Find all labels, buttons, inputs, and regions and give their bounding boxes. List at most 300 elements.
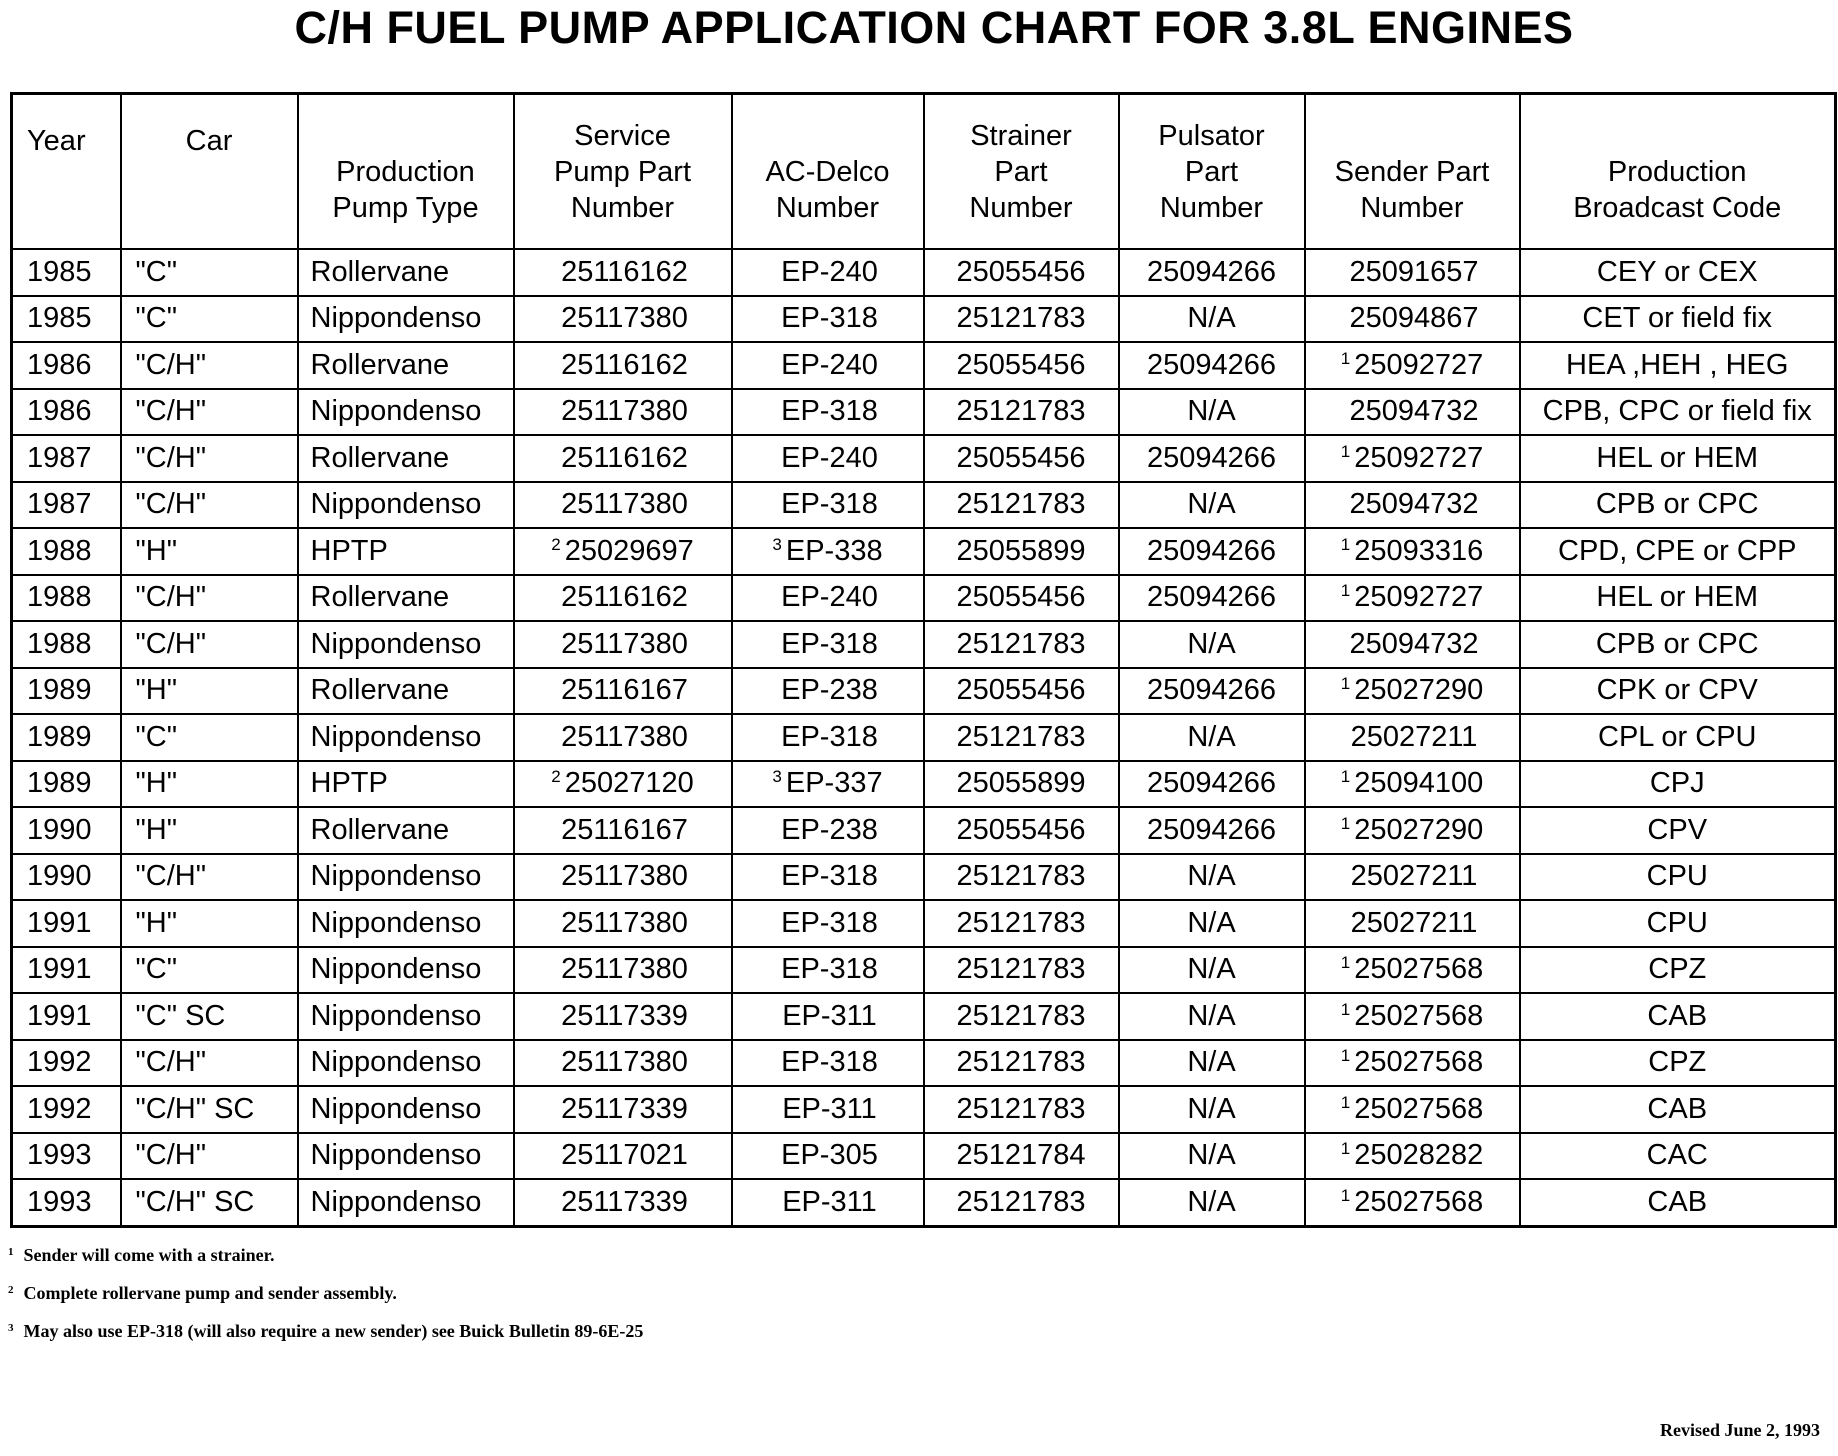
cell-strainer-part-number-value: 25121783 [956,1092,1086,1125]
cell-year [12,249,121,296]
cell-sender-part-number-value: 25027211 [1350,906,1478,939]
cell-service-pump-part-number-value: 25117339 [561,999,688,1032]
cell-sender-part-number-value: 25093316 [1354,534,1484,567]
cell-pulsator-part-number [1119,807,1305,854]
cell-car [121,1086,298,1133]
cell-year [12,575,121,622]
cell-service-pump-part-number [514,947,732,994]
cell-year-value: 1993 [27,1139,92,1172]
cell-strainer-part-number [924,342,1119,389]
cell-car-value: "C/H" SC [135,1092,255,1125]
cell-production-pump-type-value: HPTP [310,534,388,567]
cell-production-broadcast-code-value: CAB [1647,999,1708,1032]
cell-production-broadcast-code-value: CAB [1647,1092,1708,1125]
cell-year-value: 1989 [27,767,92,800]
cell-production-broadcast-code-value: CPB or CPC [1595,627,1759,660]
cell-ac-delco-number-value: EP-238 [781,813,878,846]
cell-service-pump-part-number-value: 25117380 [561,860,688,893]
cell-sender-part-number-value: 25027290 [1354,813,1484,846]
cell-strainer-part-number-value: 25121783 [956,627,1086,660]
cell-ac-delco-number [732,435,924,482]
header-year-label: Year [27,125,86,157]
cell-ac-delco-number-value: EP-337 [785,767,883,800]
cell-sender-part-number-value: 25094732 [1349,627,1479,660]
cell-production-pump-type [298,342,514,389]
header-year [12,94,121,250]
header-ac-delco-number [732,94,924,250]
cell-production-broadcast-code [1520,761,1836,808]
cell-sender-part-number-value: 25092727 [1354,348,1484,381]
footnote-text: May also use EP-318 (will also require a new sender) see Buick Bulletin 89-6E-25 [23,1321,644,1341]
cell-service-pump-part-number-value: 25117021 [561,1139,688,1172]
cell-pulsator-part-number-value: 25094266 [1146,581,1277,614]
cell-sender-part-number-value: 25027568 [1354,953,1484,986]
header-acdelco-line: Number [775,191,880,224]
cell-car [121,342,298,389]
cell-sender-part-number-value: 25027568 [1354,1092,1484,1125]
cell-service-pump-part-number [514,1086,732,1133]
cell-production-broadcast-code [1520,528,1836,575]
cell-pulsator-part-number [1119,482,1305,529]
cell-strainer-part-number [924,714,1119,761]
cell-service-pump-part-number [514,1040,732,1087]
header-service-line: Number [570,191,675,224]
cell-year-value: 1992 [27,1046,92,1079]
cell-sender-part-number-value: 25027211 [1350,720,1478,753]
header-car [121,94,298,250]
header-strainer-line: Strainer [970,119,1072,152]
cell-pulsator-part-number [1119,249,1305,296]
cell-sender-part-number [1305,761,1520,808]
cell-service-pump-part-number-value: 25117339 [561,1092,688,1125]
cell-production-pump-type-value: Nippondenso [310,302,482,335]
header-row [12,94,1836,250]
cell-ac-delco-number-value: EP-318 [781,906,878,939]
cell-ac-delco-number-value: EP-318 [781,860,878,893]
cell-car [121,1133,298,1180]
cell-year [12,993,121,1040]
cell-ac-delco-number [732,249,924,296]
table-row [12,807,1836,854]
cell-pulsator-part-number-value: N/A [1187,395,1236,428]
cell-strainer-part-number [924,668,1119,715]
cell-pulsator-part-number [1119,947,1305,994]
cell-year [12,389,121,436]
cell-strainer-part-number-value: 25055899 [956,534,1086,567]
cell-car [121,668,298,715]
cell-ac-delco-number-value: EP-240 [781,348,878,381]
cell-production-broadcast-code-value: CPZ [1648,1046,1707,1079]
cell-sender-part-number [1305,947,1520,994]
cell-ac-delco-number [732,528,924,575]
cell-production-pump-type [298,621,514,668]
cell-production-pump-type [298,1179,514,1226]
cell-production-broadcast-code [1520,1086,1836,1133]
table-row [12,342,1836,389]
cell-production-pump-type-value: Rollervane [310,441,450,474]
cell-year [12,528,121,575]
cell-pulsator-part-number-value: 25094266 [1146,441,1277,474]
cell-strainer-part-number-value: 25121783 [956,302,1086,335]
cell-sender-part-number-value: 25094867 [1349,302,1479,335]
cell-service-pump-part-number [514,1133,732,1180]
cell-pulsator-part-number-value: N/A [1187,906,1236,939]
cell-ac-delco-number-value: EP-305 [781,1139,878,1172]
table-row [12,900,1836,947]
cell-strainer-part-number-value: 25055899 [956,767,1086,800]
cell-strainer-part-number-value: 25121783 [956,906,1086,939]
table-row [12,761,1836,808]
table-row [12,668,1836,715]
cell-service-pump-part-number [514,249,732,296]
cell-ac-delco-number [732,854,924,901]
cell-pulsator-part-number-value: 25094266 [1146,534,1277,567]
table-row [12,296,1836,343]
cell-pulsator-part-number-value: N/A [1187,302,1236,335]
footnote [8,1278,643,1316]
cell-production-broadcast-code-value: CAB [1647,1185,1708,1218]
table-row [12,249,1836,296]
cell-production-broadcast-code [1520,389,1836,436]
table-row [12,575,1836,622]
cell-production-pump-type-value: Rollervane [310,348,450,381]
cell-ac-delco-number [732,900,924,947]
cell-sender-part-number [1305,435,1520,482]
cell-strainer-part-number [924,435,1119,482]
cell-sender-part-number [1305,1179,1520,1226]
cell-pulsator-part-number [1119,528,1305,575]
table-row [12,1040,1836,1087]
cell-production-broadcast-code-value: CPL or CPU [1598,720,1757,753]
cell-ac-delco-number [732,1179,924,1226]
footnote-mark: 3 [8,1322,14,1334]
cell-production-pump-type-value: HPTP [310,767,388,800]
cell-production-pump-type-value: Nippondenso [310,1139,482,1172]
cell-ac-delco-number [732,621,924,668]
cell-year [12,621,121,668]
cell-car-value: "C/H" [135,395,207,428]
cell-ac-delco-number-value: EP-318 [781,627,878,660]
cell-car [121,993,298,1040]
cell-production-pump-type-value: Nippondenso [310,953,482,986]
header-code-line: Production [1607,155,1747,188]
cell-service-pump-part-number-value: 25117380 [561,1046,688,1079]
cell-production-broadcast-code-value: HEL or HEM [1596,581,1759,614]
cell-production-broadcast-code [1520,668,1836,715]
cell-year [12,1133,121,1180]
cell-car-value: "C/H" SC [135,1185,255,1218]
cell-year-value: 1985 [27,302,92,335]
cell-strainer-part-number [924,1040,1119,1087]
cell-car [121,714,298,761]
cell-strainer-part-number-value: 25121783 [956,1185,1086,1218]
cell-ac-delco-number [732,714,924,761]
footnote-reference: 1 [1340,348,1351,368]
cell-pulsator-part-number-value: N/A [1187,720,1236,753]
cell-strainer-part-number-value: 25121783 [956,1046,1086,1079]
cell-car [121,435,298,482]
cell-year [12,296,121,343]
cell-pulsator-part-number [1119,1040,1305,1087]
footnote-reference: 1 [1340,999,1351,1019]
cell-ac-delco-number-value: EP-318 [781,488,878,521]
cell-pulsator-part-number [1119,761,1305,808]
cell-service-pump-part-number [514,342,732,389]
cell-car-value: "C/H" [135,348,207,381]
cell-sender-part-number [1305,621,1520,668]
cell-production-pump-type [298,296,514,343]
cell-strainer-part-number-value: 25121784 [956,1139,1086,1172]
cell-production-broadcast-code-value: CEY or CEX [1596,255,1758,288]
header-production-pump-type [298,94,514,250]
cell-strainer-part-number [924,1086,1119,1133]
page-title: C/H FUEL PUMP APPLICATION CHART FOR 3.8L ENGINES [294,2,1574,53]
cell-strainer-part-number-value: 25121783 [956,488,1086,521]
table-row [12,435,1836,482]
cell-ac-delco-number [732,575,924,622]
cell-pulsator-part-number-value: 25094266 [1146,348,1277,381]
cell-ac-delco-number [732,807,924,854]
table-row [12,528,1836,575]
table-row [12,854,1836,901]
cell-pulsator-part-number-value: N/A [1187,953,1236,986]
cell-production-pump-type [298,807,514,854]
cell-service-pump-part-number-value: 25117380 [561,953,688,986]
cell-strainer-part-number [924,296,1119,343]
cell-service-pump-part-number [514,854,732,901]
cell-car-value: "H" [135,674,178,707]
footnote-reference: 1 [1340,441,1351,461]
cell-strainer-part-number [924,947,1119,994]
cell-strainer-part-number-value: 25121783 [956,953,1086,986]
cell-production-broadcast-code [1520,1179,1836,1226]
table-row [12,621,1836,668]
cell-strainer-part-number-value: 25055456 [956,255,1086,288]
cell-strainer-part-number [924,807,1119,854]
cell-production-pump-type [298,1086,514,1133]
cell-production-broadcast-code [1520,714,1836,761]
footnote-reference: 3 [772,767,782,787]
footnote-mark: 1 [8,1246,14,1258]
cell-production-pump-type-value: Nippondenso [310,906,482,939]
cell-production-pump-type-value: Nippondenso [310,627,482,660]
cell-sender-part-number-value: 25091657 [1349,255,1479,288]
cell-pulsator-part-number-value: N/A [1187,488,1236,521]
cell-production-broadcast-code [1520,435,1836,482]
cell-sender-part-number [1305,482,1520,529]
cell-production-pump-type [298,528,514,575]
cell-pulsator-part-number [1119,1086,1305,1133]
cell-service-pump-part-number [514,389,732,436]
cell-strainer-part-number [924,854,1119,901]
cell-year-value: 1987 [27,488,92,521]
cell-sender-part-number [1305,807,1520,854]
cell-ac-delco-number-value: EP-311 [782,999,877,1032]
cell-year-value: 1990 [27,813,92,846]
footnote-reference: 1 [1340,1185,1351,1205]
cell-production-broadcast-code [1520,1040,1836,1087]
cell-production-pump-type-value: Nippondenso [310,720,482,753]
cell-production-broadcast-code [1520,947,1836,994]
cell-car-value: "C/H" [135,581,207,614]
footnote [8,1240,643,1278]
cell-year [12,1179,121,1226]
cell-service-pump-part-number [514,668,732,715]
footnote [8,1316,643,1354]
cell-production-pump-type [298,389,514,436]
footnote-text: Sender will come with a strainer. [23,1245,275,1265]
cell-service-pump-part-number-value: 25029697 [564,534,694,567]
cell-pulsator-part-number [1119,1133,1305,1180]
cell-service-pump-part-number [514,435,732,482]
cell-car-value: "C" [135,255,178,288]
footnote-reference: 1 [1340,1139,1351,1159]
table-row [12,1179,1836,1226]
cell-strainer-part-number [924,482,1119,529]
cell-ac-delco-number [732,1133,924,1180]
cell-year-value: 1988 [27,534,92,567]
cell-ac-delco-number-value: EP-318 [781,953,878,986]
cell-service-pump-part-number-value: 25117380 [561,302,688,335]
cell-strainer-part-number [924,528,1119,575]
cell-production-pump-type [298,900,514,947]
cell-car-value: "C" [135,953,178,986]
table-row [12,482,1836,529]
cell-ac-delco-number [732,482,924,529]
cell-production-broadcast-code [1520,342,1836,389]
cell-year-value: 1991 [27,906,92,939]
cell-year-value: 1990 [27,860,92,893]
cell-year [12,900,121,947]
header-pulsator-line: Pulsator [1158,119,1265,152]
cell-car [121,807,298,854]
cell-strainer-part-number-value: 25055456 [956,813,1086,846]
cell-ac-delco-number-value: EP-240 [781,255,878,288]
footnote-reference: 1 [1340,674,1351,694]
cell-strainer-part-number-value: 25055456 [956,348,1086,381]
header-code-line: Broadcast Code [1573,191,1782,224]
cell-car [121,1040,298,1087]
cell-car [121,389,298,436]
cell-sender-part-number [1305,342,1520,389]
cell-ac-delco-number [732,389,924,436]
cell-year [12,714,121,761]
cell-year [12,1040,121,1087]
cell-production-pump-type [298,435,514,482]
header-service-line: Service [574,119,671,152]
cell-ac-delco-number-value: EP-318 [781,1046,878,1079]
cell-sender-part-number [1305,1086,1520,1133]
cell-service-pump-part-number [514,1179,732,1226]
cell-sender-part-number [1305,389,1520,436]
cell-production-pump-type-value: Rollervane [310,581,450,614]
cell-car-value: "C/H" [135,1139,207,1172]
header-pulsator-part-number [1119,94,1305,250]
cell-sender-part-number-value: 25092727 [1354,441,1484,474]
cell-sender-part-number [1305,249,1520,296]
cell-production-broadcast-code [1520,621,1836,668]
cell-car-value: "C" SC [135,999,226,1032]
cell-production-broadcast-code [1520,482,1836,529]
cell-year-value: 1985 [27,255,92,288]
footnote-reference: 2 [551,534,561,554]
cell-ac-delco-number [732,993,924,1040]
cell-service-pump-part-number-value: 25117380 [561,627,688,660]
cell-pulsator-part-number-value: 25094266 [1146,255,1277,288]
table-row [12,1086,1836,1133]
cell-car-value: "C/H" [135,488,207,521]
cell-production-pump-type [298,1040,514,1087]
header-strainer-line: Part [994,155,1048,188]
cell-sender-part-number-value: 25027568 [1354,999,1484,1032]
cell-ac-delco-number [732,342,924,389]
cell-pulsator-part-number-value: N/A [1187,1092,1236,1125]
cell-car-value: "C/H" [135,441,207,474]
cell-service-pump-part-number [514,807,732,854]
cell-ac-delco-number-value: EP-318 [781,720,878,753]
cell-service-pump-part-number-value: 25117339 [561,1185,688,1218]
cell-year-value: 1986 [27,348,92,381]
header-pulsator-line: Part [1184,155,1239,188]
cell-ac-delco-number [732,1086,924,1133]
cell-production-pump-type-value: Nippondenso [310,999,482,1032]
cell-car-value: "H" [135,906,178,939]
cell-service-pump-part-number-value: 25027120 [564,767,694,800]
cell-pulsator-part-number-value: N/A [1187,627,1236,660]
cell-strainer-part-number-value: 25055456 [956,581,1086,614]
footnote-reference: 1 [1340,953,1351,973]
cell-pulsator-part-number-value: N/A [1187,999,1236,1032]
cell-year-value: 1987 [27,441,92,474]
cell-pulsator-part-number [1119,575,1305,622]
header-type-line: Production [336,155,475,188]
cell-strainer-part-number-value: 25121783 [956,720,1086,753]
cell-service-pump-part-number-value: 25116167 [561,674,688,707]
cell-sender-part-number [1305,1133,1520,1180]
cell-sender-part-number [1305,900,1520,947]
cell-pulsator-part-number [1119,668,1305,715]
cell-pulsator-part-number [1119,854,1305,901]
header-service-line: Pump Part [554,155,691,188]
cell-service-pump-part-number-value: 25116167 [561,813,688,846]
cell-strainer-part-number-value: 25055456 [956,441,1086,474]
cell-strainer-part-number [924,389,1119,436]
cell-production-pump-type-value: Rollervane [310,255,450,288]
cell-pulsator-part-number [1119,389,1305,436]
cell-production-broadcast-code-value: CPU [1646,860,1708,893]
cell-service-pump-part-number-value: 25116162 [561,348,688,381]
cell-service-pump-part-number-value: 25117380 [561,720,688,753]
cell-production-broadcast-code [1520,249,1836,296]
footnote-reference: 3 [772,534,782,554]
cell-sender-part-number [1305,528,1520,575]
cell-production-pump-type-value: Rollervane [310,813,450,846]
table-row [12,947,1836,994]
cell-strainer-part-number [924,993,1119,1040]
cell-production-broadcast-code [1520,807,1836,854]
cell-production-broadcast-code [1520,900,1836,947]
cell-pulsator-part-number [1119,1179,1305,1226]
cell-production-pump-type-value: Nippondenso [310,1185,482,1218]
cell-year [12,947,121,994]
cell-year [12,435,121,482]
cell-production-pump-type [298,761,514,808]
header-sender-line: Number [1360,191,1464,224]
cell-strainer-part-number [924,1179,1119,1226]
footnote-reference: 1 [1340,581,1351,601]
cell-car-value: "H" [135,813,178,846]
cell-sender-part-number-value: 25028282 [1354,1139,1484,1172]
